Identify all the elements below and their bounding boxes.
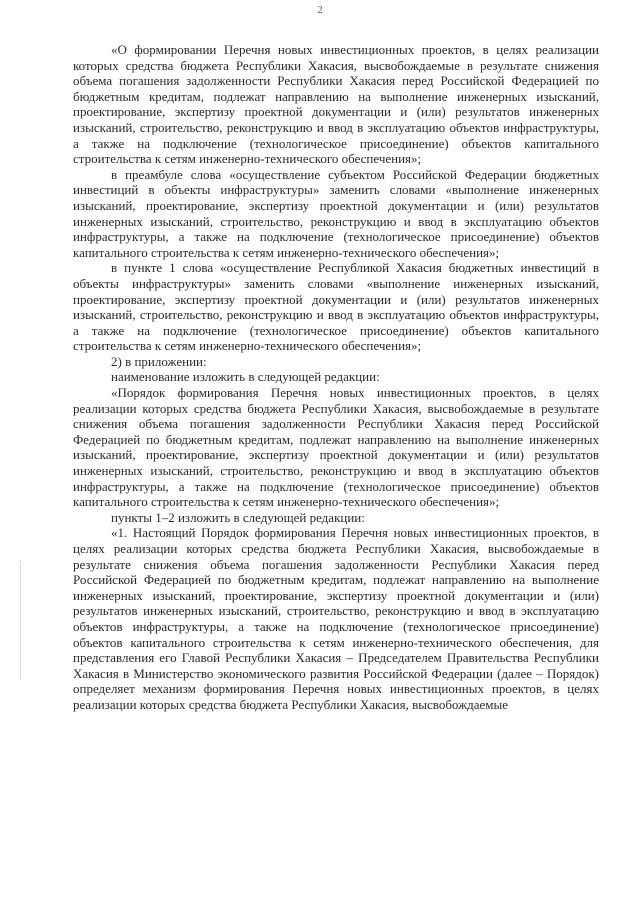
paragraph-point-1-text: «1. Настоящий Порядок формирования Перечня новых инвестиционных проектов, в целях реализации которых средства бюджета Республики Хакасия, высвобождаемые в результате снижения объема погашения задолженности Республики Хакасия перед Российской Федерацией по бюджетным кредитам, подлежат направлению на выполнение инженерных изысканий, проектирование, экспертизу проектной документации и (или) результатов инженерных изысканий, строительство, реконструкцию и ввод в эксплуатацию объектов инфраструктуры, а также на подключение (технологическое присоединение) объектов капитального строительства к сетям инженерно-технического обеспечения, для представления его Главой Республики Хакасия – Председателем Правительства Республики Хакасия в Министерство экономического развития Российской Федерации (далее – Порядок) определяет механизм формирования Перечня новых инвестиционных проектов, в целях реализации которых средства бюджета Республики Хакасия, высвобождаемые <box>73 525 599 712</box>
paragraph-preamble-amendment: в преамбуле слова «осуществление субъектом Российской Федерации бюджетных инвестиций в объекты инфраструктуры» заменить словами «выполнение инженерных изысканий, проектирование, экспертизу проектной документации и (или) результатов инженерных изысканий, строительство, реконструкцию и ввод в эксплуатацию объектов инфраструктуры, а также на подключение (технологическое присоединение) объектов капитального строительства к сетям инженерно-технического обеспечения»; <box>73 166 599 260</box>
paragraph-points-wording: пункты 1–2 изложить в следующей редакции: <box>111 509 365 525</box>
paragraph-title-quote: «О формировании Перечня новых инвестиционных проектов, в целях реализации которых средства бюджета Республики Хакасия, высвобождаемые в результате снижения объема погашения задолженности Республики Хакасия перед Российской Федерацией по бюджетным кредитам, подлежат направлению на выполнение инженерных изысканий, проектирование, экспертизу проектной документации и (или) результатов инженерных изысканий, строительство, реконструкцию и ввод в эксплуатацию объектов инфраструктуры, а также на подключение (технологическое присоединение) объектов капитального строительства к сетям инженерно-технического обеспечения»; <box>73 42 599 167</box>
page-number: 2 <box>317 4 323 16</box>
paragraph-name-wording: наименование изложить в следующей редакции: <box>111 369 380 385</box>
document-body <box>73 42 599 713</box>
paragraph-procedure-title: «Порядок формирования Перечня новых инвестиционных проектов, в целях реализации которых средства бюджета Республики Хакасия, высвобождаемые в результате снижения объема погашения задолженности Республики Хакасия перед Российской Федерацией по бюджетным кредитам, подлежат направлению на выполнение инженерных изысканий, проектирование, экспертизу проектной документации и (или) результатов инженерных изысканий, строительство, реконструкцию и ввод в эксплуатацию объектов инфраструктуры, а также на подключение (технологическое присоединение) объектов капитального строительства к сетям инженерно-технического обеспечения»; <box>73 385 599 510</box>
paragraph-point-1-amendment: в пункте 1 слова «осуществление Республикой Хакасия бюджетных инвестиций в объекты инфраструктуры» заменить словами «выполнение инженерных изысканий, проектирование, экспертизу проектной документации и (или) результатов инженерных изысканий, строительство, реконструкцию и ввод в эксплуатацию объектов инфраструктуры, а также на подключение (технологическое присоединение) объектов капитального строительства к сетям инженерно-технического обеспечения»; <box>73 260 599 354</box>
margin-scan-marks <box>20 560 23 680</box>
paragraph-appendix-heading: 2) в приложении: <box>111 353 207 369</box>
